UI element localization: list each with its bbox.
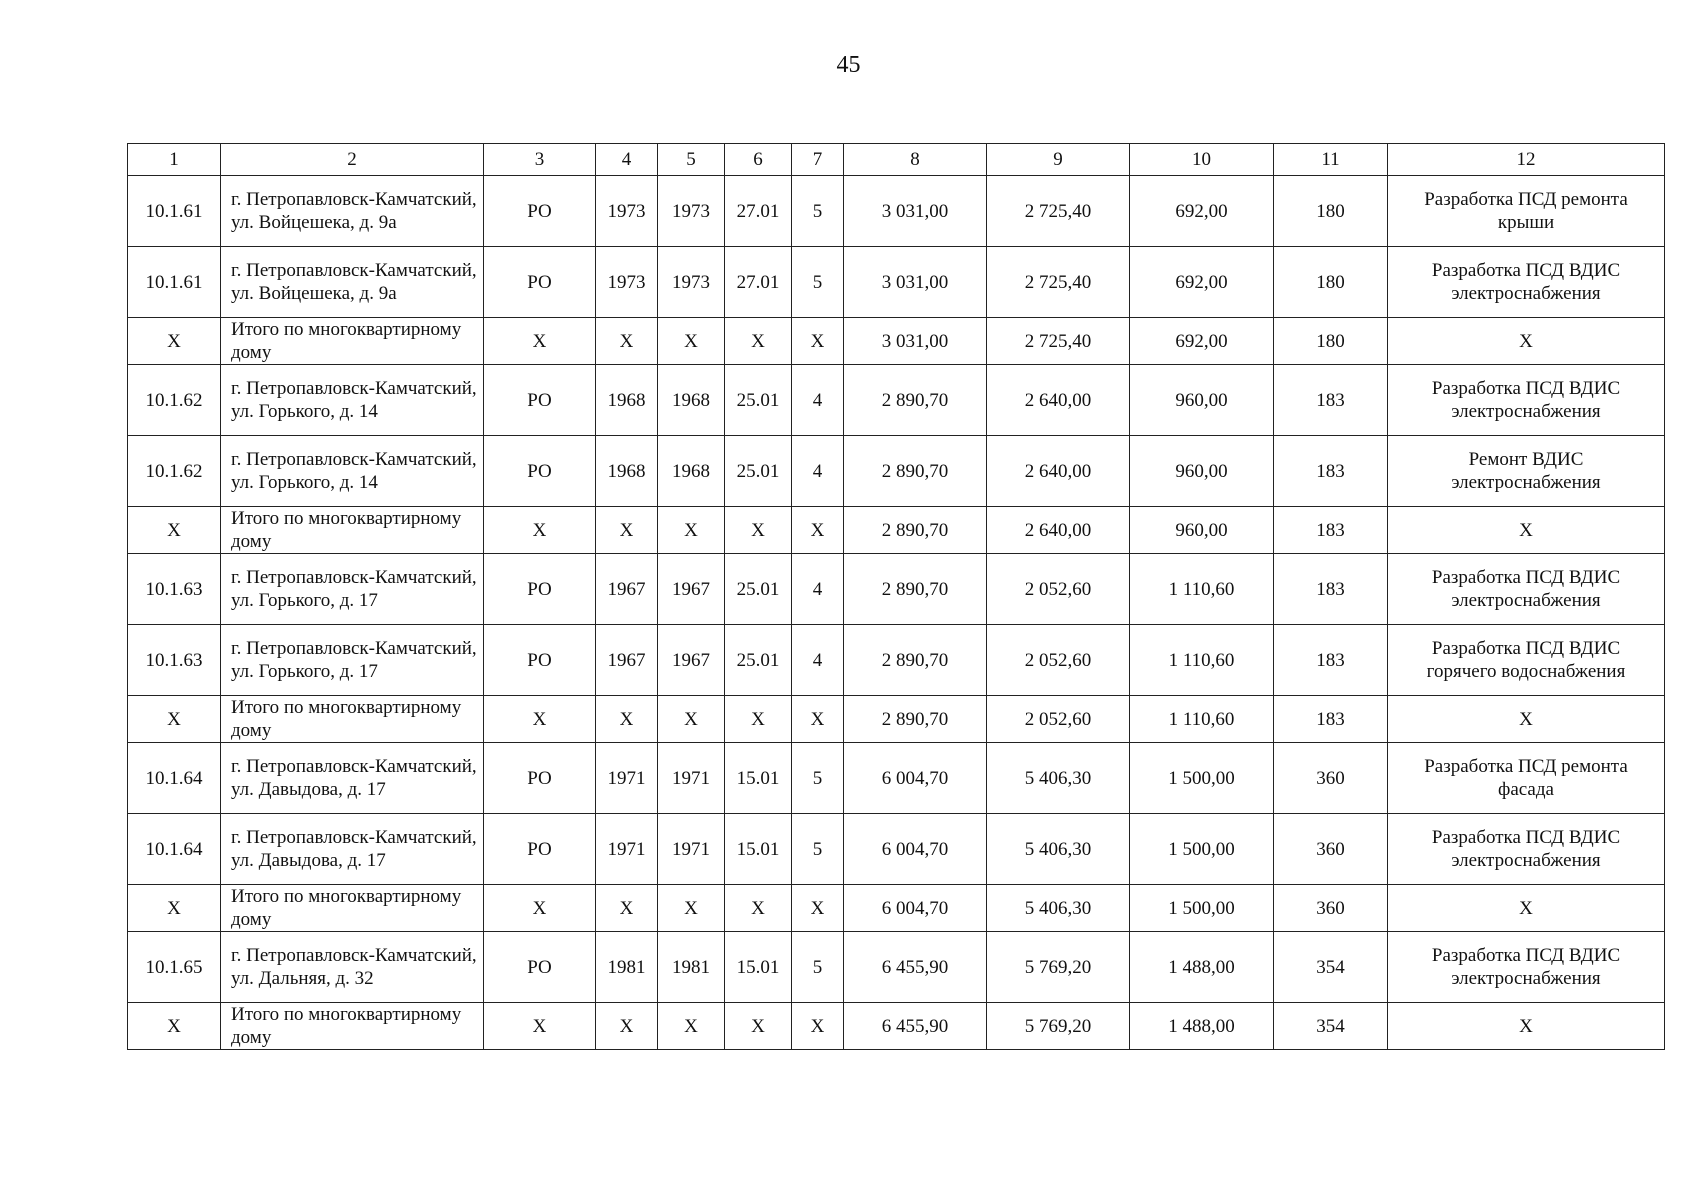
year-commissioned-cell: 1968 (658, 436, 725, 507)
owner-type-cell: Х (484, 318, 596, 365)
column-number: 9 (987, 144, 1130, 176)
work-type-cell: Разработка ПСД ремонта фасада (1388, 743, 1665, 814)
year-commissioned-cell: Х (658, 1003, 725, 1050)
owner-type-cell: РО (484, 554, 596, 625)
total-area-cell: 2 890,70 (844, 554, 987, 625)
total-area-cell: 2 890,70 (844, 507, 987, 554)
wall-material-cell: 25.01 (725, 436, 792, 507)
year-commissioned-cell: 1973 (658, 176, 725, 247)
living-area-cell: 5 406,30 (987, 743, 1130, 814)
nonliving-area-cell: 960,00 (1130, 365, 1274, 436)
year-commissioned-cell: 1968 (658, 365, 725, 436)
owner-type-cell: РО (484, 176, 596, 247)
wall-material-cell: Х (725, 1003, 792, 1050)
residents-cell: 180 (1274, 247, 1388, 318)
owner-type-cell: РО (484, 932, 596, 1003)
living-area-cell: 2 640,00 (987, 436, 1130, 507)
work-type-cell: Х (1388, 1003, 1665, 1050)
residents-cell: 183 (1274, 696, 1388, 743)
column-number: 5 (658, 144, 725, 176)
floors-cell: 4 (792, 554, 844, 625)
nonliving-area-cell: 1 488,00 (1130, 932, 1274, 1003)
living-area-cell: 5 406,30 (987, 814, 1130, 885)
table-row (128, 554, 1665, 625)
address-cell: г. Петропавловск-Камчатский, ул. Горького, д. 14 (221, 365, 484, 436)
wall-material-cell: Х (725, 507, 792, 554)
nonliving-area-cell: 1 488,00 (1130, 1003, 1274, 1050)
wall-material-cell: Х (725, 885, 792, 932)
work-type-cell: Х (1388, 885, 1665, 932)
year-built-cell: Х (596, 507, 658, 554)
address-cell: г. Петропавловск-Камчатский, ул. Дальняя, д. 32 (221, 932, 484, 1003)
owner-type-cell: РО (484, 814, 596, 885)
wall-material-cell: 15.01 (725, 814, 792, 885)
row-number-cell: Х (128, 885, 221, 932)
row-number-cell: 10.1.65 (128, 932, 221, 1003)
column-number: 11 (1274, 144, 1388, 176)
nonliving-area-cell: 1 110,60 (1130, 625, 1274, 696)
row-number-cell: 10.1.63 (128, 625, 221, 696)
row-number-cell: Х (128, 696, 221, 743)
year-built-cell: Х (596, 1003, 658, 1050)
work-type-cell: Х (1388, 696, 1665, 743)
address-cell: г. Петропавловск-Камчатский, ул. Давыдова, д. 17 (221, 743, 484, 814)
year-commissioned-cell: Х (658, 507, 725, 554)
residents-cell: 354 (1274, 932, 1388, 1003)
address-cell: г. Петропавловск-Камчатский, ул. Войцешека, д. 9а (221, 247, 484, 318)
address-cell: г. Петропавловск-Камчатский, ул. Горького, д. 17 (221, 625, 484, 696)
residents-cell: 360 (1274, 885, 1388, 932)
owner-type-cell: РО (484, 365, 596, 436)
owner-type-cell: Х (484, 1003, 596, 1050)
wall-material-cell: 25.01 (725, 365, 792, 436)
work-type-cell: Разработка ПСД ВДИС электроснабжения (1388, 814, 1665, 885)
table-row-total (128, 696, 1665, 743)
residents-cell: 183 (1274, 554, 1388, 625)
owner-type-cell: РО (484, 743, 596, 814)
address-cell: г. Петропавловск-Камчатский, ул. Войцешека, д. 9а (221, 176, 484, 247)
work-type-cell: Х (1388, 507, 1665, 554)
wall-material-cell: 15.01 (725, 743, 792, 814)
total-area-cell: 3 031,00 (844, 318, 987, 365)
floors-cell: 5 (792, 932, 844, 1003)
floors-cell: Х (792, 507, 844, 554)
address-cell: Итого по многоквартирному дому (221, 318, 484, 365)
year-built-cell: 1973 (596, 247, 658, 318)
owner-type-cell: Х (484, 507, 596, 554)
address-cell: Итого по многоквартирному дому (221, 885, 484, 932)
wall-material-cell: Х (725, 318, 792, 365)
residents-cell: 354 (1274, 1003, 1388, 1050)
nonliving-area-cell: 1 500,00 (1130, 743, 1274, 814)
residents-cell: 360 (1274, 814, 1388, 885)
year-commissioned-cell: 1973 (658, 247, 725, 318)
floors-cell: 5 (792, 247, 844, 318)
table-row (128, 436, 1665, 507)
total-area-cell: 2 890,70 (844, 625, 987, 696)
nonliving-area-cell: 692,00 (1130, 176, 1274, 247)
floors-cell: Х (792, 1003, 844, 1050)
row-number-cell: 10.1.61 (128, 176, 221, 247)
row-number-cell: 10.1.62 (128, 365, 221, 436)
year-commissioned-cell: Х (658, 885, 725, 932)
floors-cell: 5 (792, 814, 844, 885)
nonliving-area-cell: 1 110,60 (1130, 554, 1274, 625)
table-row-total (128, 507, 1665, 554)
living-area-cell: 2 725,40 (987, 318, 1130, 365)
floors-cell: Х (792, 885, 844, 932)
nonliving-area-cell: 960,00 (1130, 507, 1274, 554)
wall-material-cell: 25.01 (725, 625, 792, 696)
nonliving-area-cell: 960,00 (1130, 436, 1274, 507)
table-row (128, 814, 1665, 885)
row-number-cell: 10.1.64 (128, 814, 221, 885)
total-area-cell: 6 455,90 (844, 1003, 987, 1050)
year-commissioned-cell: 1971 (658, 814, 725, 885)
year-built-cell: Х (596, 696, 658, 743)
floors-cell: Х (792, 696, 844, 743)
column-number-row (128, 144, 1665, 176)
year-built-cell: 1973 (596, 176, 658, 247)
living-area-cell: 5 406,30 (987, 885, 1130, 932)
table-row (128, 743, 1665, 814)
address-cell: Итого по многоквартирному дому (221, 507, 484, 554)
table-row (128, 625, 1665, 696)
work-type-cell: Разработка ПСД ремонта крыши (1388, 176, 1665, 247)
nonliving-area-cell: 1 110,60 (1130, 696, 1274, 743)
address-cell: г. Петропавловск-Камчатский, ул. Горького, д. 17 (221, 554, 484, 625)
residents-cell: 183 (1274, 625, 1388, 696)
nonliving-area-cell: 692,00 (1130, 247, 1274, 318)
row-number-cell: Х (128, 507, 221, 554)
row-number-cell: 10.1.63 (128, 554, 221, 625)
total-area-cell: 6 004,70 (844, 814, 987, 885)
floors-cell: 4 (792, 625, 844, 696)
column-number: 12 (1388, 144, 1665, 176)
wall-material-cell: 25.01 (725, 554, 792, 625)
total-area-cell: 2 890,70 (844, 365, 987, 436)
table-row (128, 247, 1665, 318)
owner-type-cell: РО (484, 625, 596, 696)
owner-type-cell: Х (484, 696, 596, 743)
floors-cell: Х (792, 318, 844, 365)
residents-cell: 183 (1274, 436, 1388, 507)
residents-cell: 360 (1274, 743, 1388, 814)
living-area-cell: 2 725,40 (987, 176, 1130, 247)
address-cell: г. Петропавловск-Камчатский, ул. Горького, д. 14 (221, 436, 484, 507)
living-area-cell: 2 640,00 (987, 507, 1130, 554)
table-row-total (128, 1003, 1665, 1050)
living-area-cell: 2 052,60 (987, 625, 1130, 696)
address-cell: Итого по многоквартирному дому (221, 696, 484, 743)
total-area-cell: 6 455,90 (844, 932, 987, 1003)
work-type-cell: Ремонт ВДИС электроснабжения (1388, 436, 1665, 507)
year-built-cell: 1968 (596, 365, 658, 436)
wall-material-cell: 27.01 (725, 176, 792, 247)
year-built-cell: Х (596, 318, 658, 365)
work-type-cell: Разработка ПСД ВДИС электроснабжения (1388, 247, 1665, 318)
year-commissioned-cell: 1981 (658, 932, 725, 1003)
year-commissioned-cell: 1971 (658, 743, 725, 814)
total-area-cell: 2 890,70 (844, 696, 987, 743)
work-type-cell: Разработка ПСД ВДИС электроснабжения (1388, 365, 1665, 436)
column-number: 8 (844, 144, 987, 176)
column-number: 1 (128, 144, 221, 176)
column-number: 4 (596, 144, 658, 176)
year-built-cell: 1971 (596, 814, 658, 885)
page-number: 45 (836, 52, 861, 78)
table-row-total (128, 885, 1665, 932)
residents-cell: 180 (1274, 318, 1388, 365)
living-area-cell: 2 640,00 (987, 365, 1130, 436)
living-area-cell: 5 769,20 (987, 1003, 1130, 1050)
work-type-cell: Разработка ПСД ВДИС электроснабжения (1388, 554, 1665, 625)
year-commissioned-cell: Х (658, 696, 725, 743)
capital-repair-table (127, 143, 1665, 1050)
table-row-total (128, 318, 1665, 365)
residents-cell: 183 (1274, 365, 1388, 436)
wall-material-cell: 27.01 (725, 247, 792, 318)
total-area-cell: 3 031,00 (844, 176, 987, 247)
table-row (128, 176, 1665, 247)
nonliving-area-cell: 1 500,00 (1130, 814, 1274, 885)
owner-type-cell: РО (484, 436, 596, 507)
address-cell: Итого по многоквартирному дому (221, 1003, 484, 1050)
total-area-cell: 2 890,70 (844, 436, 987, 507)
year-commissioned-cell: Х (658, 318, 725, 365)
residents-cell: 183 (1274, 507, 1388, 554)
year-built-cell: 1981 (596, 932, 658, 1003)
wall-material-cell: 15.01 (725, 932, 792, 1003)
column-number: 6 (725, 144, 792, 176)
column-number: 2 (221, 144, 484, 176)
floors-cell: 4 (792, 365, 844, 436)
table-body (128, 176, 1665, 1050)
year-commissioned-cell: 1967 (658, 625, 725, 696)
wall-material-cell: Х (725, 696, 792, 743)
row-number-cell: Х (128, 318, 221, 365)
column-number: 3 (484, 144, 596, 176)
row-number-cell: Х (128, 1003, 221, 1050)
address-cell: г. Петропавловск-Камчатский, ул. Давыдова, д. 17 (221, 814, 484, 885)
work-type-cell: Разработка ПСД ВДИС горячего водоснабжения (1388, 625, 1665, 696)
owner-type-cell: Х (484, 885, 596, 932)
year-built-cell: Х (596, 885, 658, 932)
floors-cell: 4 (792, 436, 844, 507)
living-area-cell: 2 052,60 (987, 554, 1130, 625)
total-area-cell: 6 004,70 (844, 885, 987, 932)
work-type-cell: Разработка ПСД ВДИС электроснабжения (1388, 932, 1665, 1003)
year-commissioned-cell: 1967 (658, 554, 725, 625)
table-row (128, 932, 1665, 1003)
work-type-cell: Х (1388, 318, 1665, 365)
nonliving-area-cell: 692,00 (1130, 318, 1274, 365)
year-built-cell: 1968 (596, 436, 658, 507)
row-number-cell: 10.1.64 (128, 743, 221, 814)
row-number-cell: 10.1.61 (128, 247, 221, 318)
nonliving-area-cell: 1 500,00 (1130, 885, 1274, 932)
row-number-cell: 10.1.62 (128, 436, 221, 507)
living-area-cell: 2 052,60 (987, 696, 1130, 743)
residents-cell: 180 (1274, 176, 1388, 247)
year-built-cell: 1967 (596, 625, 658, 696)
year-built-cell: 1967 (596, 554, 658, 625)
floors-cell: 5 (792, 743, 844, 814)
floors-cell: 5 (792, 176, 844, 247)
table-row (128, 365, 1665, 436)
living-area-cell: 5 769,20 (987, 932, 1130, 1003)
living-area-cell: 2 725,40 (987, 247, 1130, 318)
year-built-cell: 1971 (596, 743, 658, 814)
owner-type-cell: РО (484, 247, 596, 318)
total-area-cell: 3 031,00 (844, 247, 987, 318)
column-number: 7 (792, 144, 844, 176)
column-number: 10 (1130, 144, 1274, 176)
total-area-cell: 6 004,70 (844, 743, 987, 814)
